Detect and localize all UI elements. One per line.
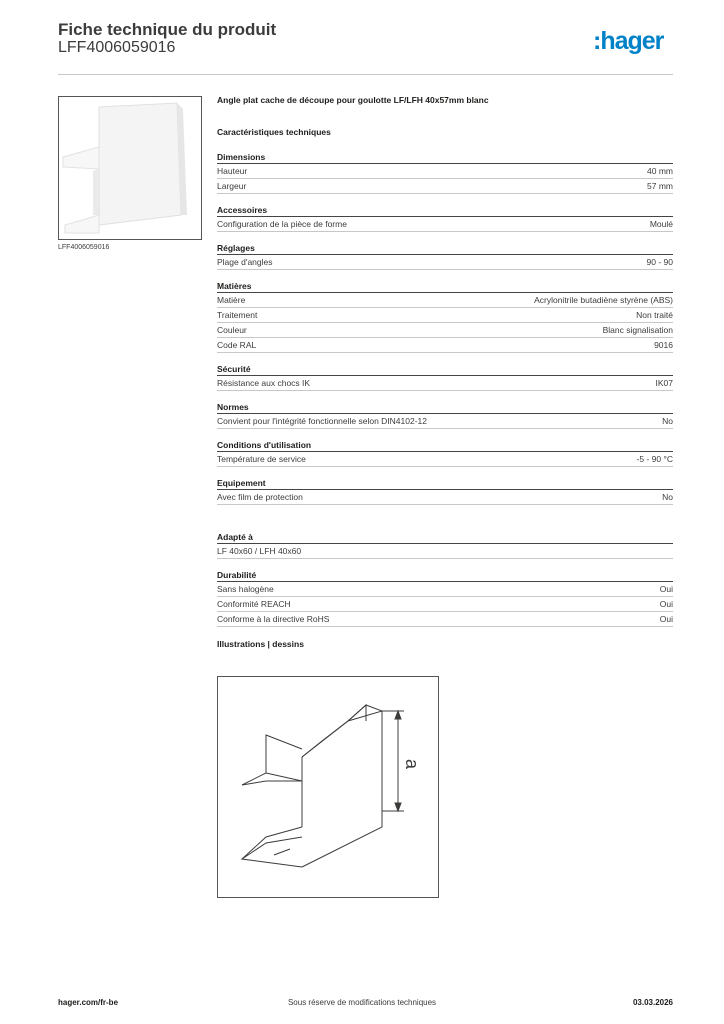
- product-reference: LFF4006059016: [58, 39, 176, 56]
- section-title: Normes: [217, 401, 673, 414]
- spec-row: [217, 179, 673, 194]
- spacer: [217, 515, 673, 531]
- spec-label: Résistance aux chocs IK: [217, 378, 311, 388]
- spec-label: Code RAL: [217, 340, 257, 350]
- section-title: Conditions d'utilisation: [217, 439, 673, 452]
- spec-label: Configuration de la pièce de forme: [217, 219, 347, 229]
- dimension-label: a: [402, 759, 422, 770]
- product-title: Angle plat cache de découpe pour goulotte LF/LFH 40x57mm blanc: [217, 95, 489, 105]
- spec-value: -5 - 90 °C: [636, 454, 673, 464]
- spec-row: [217, 414, 673, 429]
- spec-value: 9016: [654, 340, 673, 350]
- spec-label: Conforme à la directive RoHS: [217, 614, 330, 624]
- spec-section: [217, 363, 673, 391]
- section-title: Réglages: [217, 242, 673, 255]
- spec-row: [217, 293, 673, 308]
- spec-row: [217, 308, 673, 323]
- spec-value: Oui: [659, 599, 673, 609]
- spec-section: [217, 477, 673, 505]
- spec-label: Avec film de protection: [217, 492, 303, 502]
- product-thumbnail: [58, 96, 202, 240]
- spec-row: [217, 452, 673, 467]
- spec-row: [217, 217, 673, 232]
- thumbnail-caption: LFF4006059016: [58, 244, 110, 251]
- spec-value: Blanc signalisation: [602, 325, 673, 335]
- section-durability: [217, 569, 673, 627]
- spec-row: [217, 338, 673, 353]
- spec-value: Acrylonitrile butadiène styrène (ABS): [534, 295, 673, 305]
- spec-value: 90 - 90: [646, 257, 673, 267]
- spec-section: [217, 439, 673, 467]
- logo-text: :hager: [593, 27, 664, 55]
- hager-logo: [593, 27, 673, 57]
- spec-row: [217, 544, 673, 559]
- spec-value: Non traité: [636, 310, 673, 320]
- spec-section: [217, 401, 673, 429]
- spec-label: Couleur: [217, 325, 247, 335]
- technical-characteristics-title: Caractéristiques techniques: [217, 127, 331, 137]
- spec-section: [217, 242, 673, 270]
- spec-row: [217, 164, 673, 179]
- spec-value: Moulé: [649, 219, 673, 229]
- section-title: Sécurité: [217, 363, 673, 376]
- section-title: Durabilité: [217, 569, 673, 582]
- spec-value: IK07: [655, 378, 673, 388]
- spec-label: Conformité REACH: [217, 599, 291, 609]
- spec-row: [217, 255, 673, 270]
- spec-label: Plage d'angles: [217, 257, 273, 267]
- spec-row: [217, 597, 673, 612]
- spec-value: Oui: [659, 614, 673, 624]
- spec-value: 40 mm: [647, 166, 673, 176]
- footer-disclaimer: Sous réserve de modifications techniques: [287, 998, 437, 1007]
- header-divider: [58, 74, 673, 75]
- spec-section: [217, 280, 673, 353]
- spec-section: [217, 151, 673, 194]
- page-title: Fiche technique du produit: [58, 20, 277, 39]
- section-title: Adapté à: [217, 531, 673, 544]
- technical-drawing: [217, 676, 439, 898]
- section-title: Matières: [217, 280, 673, 293]
- spec-label: Largeur: [217, 181, 247, 191]
- spec-label: Traitement: [217, 310, 258, 320]
- spec-label: LF 40x60 / LFH 40x60: [217, 546, 302, 556]
- section-adapted: [217, 531, 673, 559]
- spec-row: [217, 582, 673, 597]
- spec-label: Matière: [217, 295, 246, 305]
- spec-label: Convient pour l'intégrité fonctionnelle selon DIN4102-12: [217, 416, 428, 426]
- section-title: Accessoires: [217, 204, 673, 217]
- spec-label: Température de service: [217, 454, 306, 464]
- spec-row: [217, 612, 673, 627]
- spec-section: [217, 204, 673, 232]
- footer-date: 03.03.2026: [632, 998, 673, 1007]
- spec-row: [217, 323, 673, 338]
- footer-website-link[interactable]: hager.com/fr-be: [58, 998, 119, 1007]
- spec-row: [217, 376, 673, 391]
- spec-label: Hauteur: [217, 166, 248, 176]
- section-title: Equipement: [217, 477, 673, 490]
- spec-value: No: [662, 492, 673, 502]
- spec-label: Sans halogène: [217, 584, 274, 594]
- spec-value: 57 mm: [647, 181, 673, 191]
- spec-row: [217, 490, 673, 505]
- section-title: Dimensions: [217, 151, 673, 164]
- spec-value: Oui: [659, 584, 673, 594]
- illustrations-title: Illustrations | dessins: [217, 639, 304, 649]
- specifications: [217, 95, 673, 649]
- spec-value: No: [662, 416, 673, 426]
